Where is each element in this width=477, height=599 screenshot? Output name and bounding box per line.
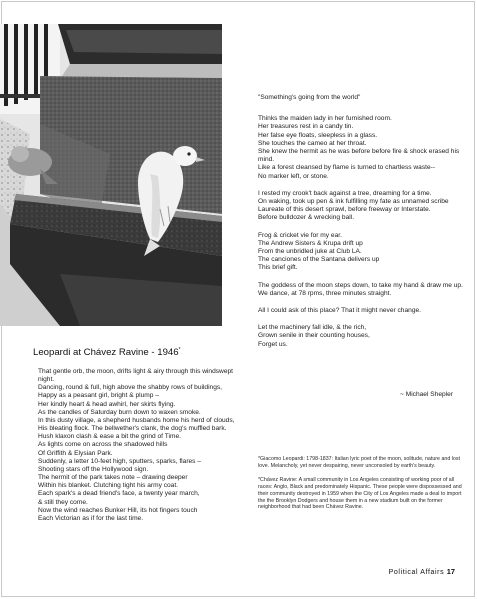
poem-line: She knew the hermit as he was before before fire & shock erased his mind. — [258, 148, 460, 164]
poem-line: On waking, took up pen & ink fulfilling my fate as unnamed scribe — [258, 198, 449, 206]
poem-line: Laureate of this desert sprawl, before freeway or Interstate. — [258, 206, 431, 214]
footnote: *Chávez Ravine: A small community in Los Angeles consisting of working poor of all races: Anglo, Black and predominately Hispanic. These people were dispossessed and their community destroyed in 1959 when the City of Los Angeles made a deal to import the the Brooklyn Dodgers and house them in a new stadium built on the former neighborhood that had been Chávez Ravine. — [258, 476, 462, 511]
poem-line: The canciones of the Santana delivers up — [258, 256, 380, 264]
page-footer — [389, 567, 455, 576]
magazine-name: Political Affairs — [388, 569, 445, 576]
poem-line: Forget us. — [258, 340, 288, 348]
poem-line: Her treasures rest in a candy tin. — [258, 123, 354, 131]
stanza-break — [258, 223, 464, 232]
stanza-break — [258, 181, 464, 190]
poem-line: I rested my crook't back against a tree, dreaming for a time. — [258, 189, 432, 197]
poem-line: No marker left, or stone. — [258, 172, 329, 180]
stanza-break — [258, 298, 464, 307]
poem-line: All I could ask of this place? That it might never change. — [258, 307, 421, 315]
poem-epigraph: "Something's going from the world" — [258, 94, 361, 101]
poem-line: That gentle orb, the moon, drifts light & airy through this windswept night. — [38, 368, 233, 384]
photo-pigeon-on-ledge — [0, 24, 222, 326]
poem-line: She touches the cameo at her throat. — [258, 139, 367, 147]
poem-line: Dancing, round & full, high above the shabby rows of buildings, — [38, 384, 223, 392]
poem-line: The hermit of the park takes note – drawing deeper — [38, 474, 188, 482]
poem-title-text: Leopardi at Chávez Ravine - 1946 — [33, 347, 179, 359]
poem-line: Now the wind reaches Bunker Hill, its hot fingers touch — [38, 506, 198, 514]
poem-line: Happy as a peasant girl, bright & plump – — [38, 392, 159, 400]
poem-left-column — [38, 368, 238, 523]
footnote: *Giacomo Leopardi: 1798-1837: Italian lyric poet of the moon, solitude, nature and lost love. Melancholy, yet never despairing, never unconsoled by earth's beauty. — [258, 456, 460, 469]
poem-line: Grown senile in their counting houses, — [258, 332, 370, 340]
poem-line: Suddenly, a letter 10-feet high, sputters, sparks, flares – — [38, 457, 201, 465]
poem-author: ~ Michael Shepler — [400, 391, 453, 398]
poem-line: We dance, at 78 rpms, three minutes straight. — [258, 289, 392, 297]
stanza-break — [258, 273, 464, 282]
poem-line: Let the machinery fall idle, & the rich, — [258, 324, 367, 332]
poem-line: As lights come on across the shadowed hills — [38, 441, 168, 449]
poem-line: Thinks the maiden lady in her furnished room. — [258, 115, 392, 123]
poem-line: Each spark's a dead friend's face, a twenty year march, — [38, 490, 200, 498]
poem-title-marks: * — [178, 347, 181, 353]
poem-line: Frog & cricket vie for my ear. — [258, 231, 342, 239]
poem-line: The goddess of the moon steps down, to take my hand & draw me up. — [258, 281, 463, 289]
poem-line: Hush klaxon clash & ease a bit the grind of Time. — [38, 433, 181, 441]
poem-right-column — [258, 94, 464, 349]
footnotes — [258, 456, 463, 518]
poem-line: This brief gift. — [258, 264, 298, 272]
poem-line: From the unbridled juke at Club LA. — [258, 248, 362, 256]
poem-line: & still they come. — [38, 498, 88, 506]
poem-line: In this dusty village, a shepherd husbands home his herd of clouds, — [38, 416, 235, 424]
poem-right-lines — [258, 115, 464, 349]
stanza-break — [258, 315, 464, 324]
poem-line: The Andrew Sisters & Krupa drift up — [258, 239, 363, 247]
page-number: 17 — [446, 567, 455, 576]
poem-line: Her false eye floats, sleepless in a glass. — [258, 131, 378, 139]
poem-line: His bleating flock. The bellwether's clank, the dog's muffled bark. — [38, 425, 227, 433]
poem-line: As the candles of Saturday burn down to waxen smoke. — [38, 408, 201, 416]
poem-line: Shooting stars off the Hollywood sign. — [38, 465, 149, 473]
poem-line: Her kindly heart & head awhirl, her skirts flying. — [38, 400, 176, 408]
poem-line: Within his blanket. Clutching tight his army coat. — [38, 482, 178, 490]
poem-line: Each Victorian as if for the last time. — [38, 514, 144, 522]
poem-line: Like a forest cleansed by flame is turned to chartless waste-- — [258, 164, 436, 172]
poem-line: Of Griffith & Elysian Park. — [38, 449, 113, 457]
poem-line: Before bulldozer & wrecking ball. — [258, 214, 355, 222]
poem-title — [33, 344, 243, 359]
